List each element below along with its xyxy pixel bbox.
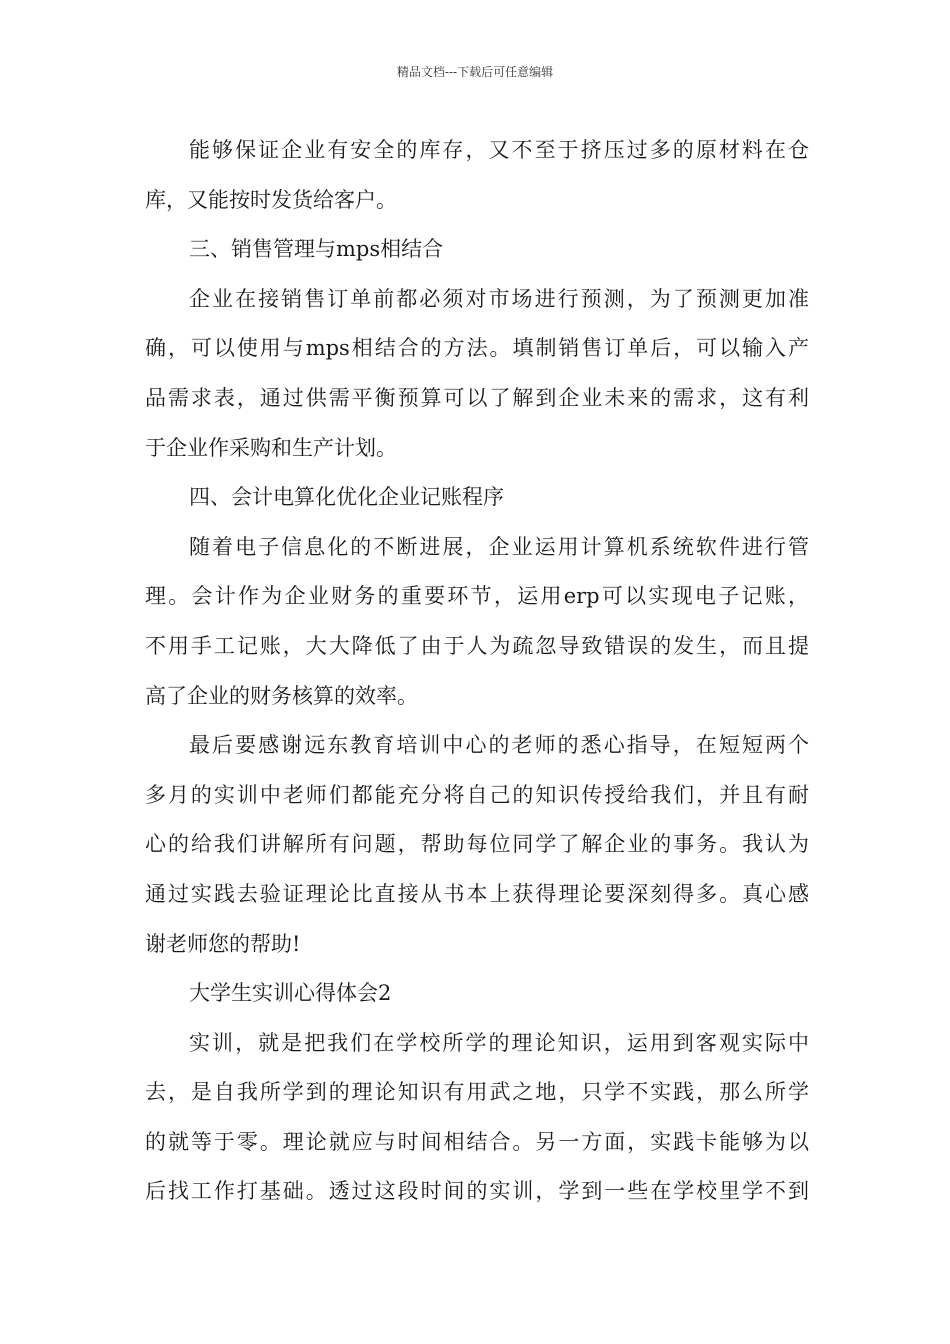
text-line: 于企业作采购和生产计划。 [145,435,397,460]
text-line: 多月的实训中老师们都能充分将自己的知识传授给我们，并且有耐 [145,782,809,807]
text-line: 高了企业的财务核算的效率。 [145,683,418,708]
text-line: 库，又能按时发货给客户。 [145,187,397,212]
text-line: 的就等于零。理论就应与时间相结合。另一方面，实践卡能够为以 [145,1129,809,1154]
text-line: 随着电子信息化的不断进展，企业运用计算机系统软件进行管 [189,534,809,559]
text-line: 谢老师您的帮助! [145,931,301,956]
text-line: 后找工作打基础。透过这段时间的实训，学到一些在学校里学不到 [145,1179,809,1204]
text-line: 心的给我们讲解所有问题，帮助每位同学了解企业的事务。我认为 [145,832,809,857]
text-line: 最后要感谢远东教育培训中心的老师的悉心指导，在短短两个 [189,733,809,758]
text-line: 企业在接销售订单前都必须对市场进行预测，为了预测更加准 [189,286,809,311]
document-body [145,126,809,1217]
text-line: 实训，就是把我们在学校所学的理论知识，运用到客观实际中 [189,1030,809,1055]
text-line: 确，可以使用与mps相结合的方法。填制销售订单后，可以输入产 [145,336,809,361]
text-line: 理。会计作为企业财务的重要环节，运用erp可以实现电子记账， [145,584,809,609]
section-heading: 大学生实训心得体会2 [189,981,392,1006]
text-line: 通过实践去验证理论比直接从书本上获得理论要深刻得多。真心感 [145,881,809,906]
text-line: 品需求表，通过供需平衡预算可以了解到企业未来的需求，这有利 [145,385,809,410]
section-heading: 三、销售管理与mps相结合 [189,237,444,262]
text-line: 去，是自我所学到的理论知识有用武之地，只学不实践，那么所学 [145,1080,809,1105]
page-header: 精品文档---下载后可任意编辑 [396,65,554,79]
section-heading: 四、会计电算化优化企业记账程序 [189,485,504,510]
text-line: 能够保证企业有安全的库存，又不至于挤压过多的原材料在仓 [189,138,809,162]
text-line: 不用手工记账，大大降低了由于人为疏忽导致错误的发生，而且提 [145,633,809,658]
